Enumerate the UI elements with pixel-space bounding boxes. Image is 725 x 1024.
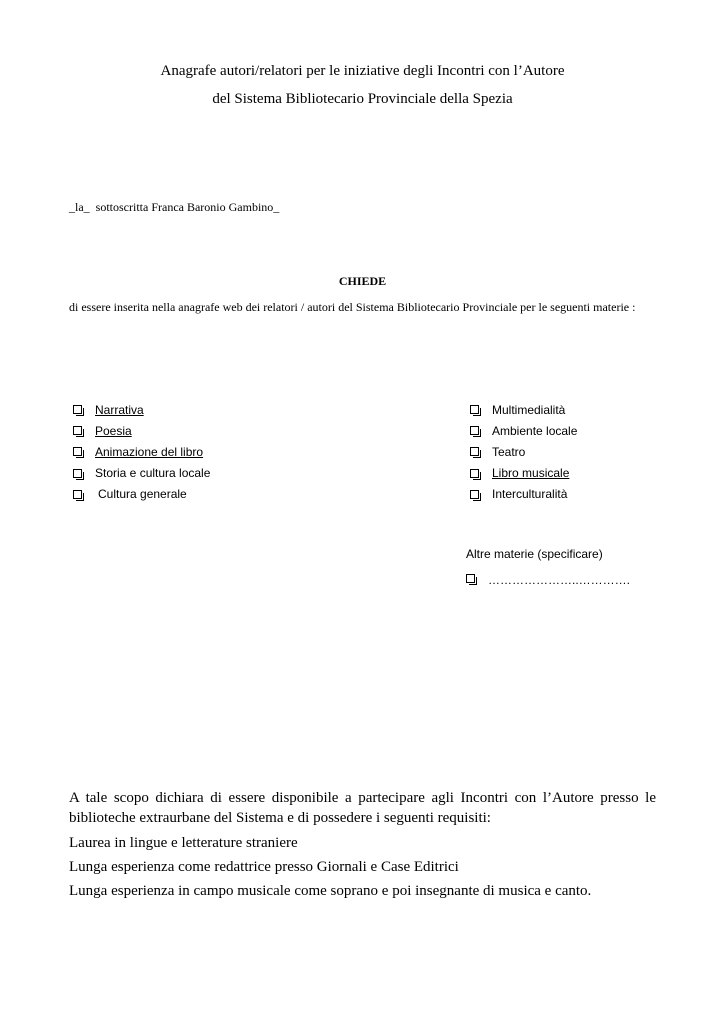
checkbox-icon[interactable]	[470, 490, 479, 499]
subject-label: Poesia	[95, 423, 132, 438]
subjects-right-list	[470, 399, 577, 505]
other-subjects-label: Altre materie (specificare)	[466, 547, 603, 561]
document-title-line-2: del Sistema Bibliotecario Provinciale della Spezia	[212, 91, 513, 107]
declaration-text: A tale scopo dichiara di essere disponibile a partecipare agli Incontri con l’Autore presso le biblioteche extraurbane del Sistema e di possedere i seguenti requisiti:	[69, 790, 656, 826]
signer-name: sottoscritta Franca Baronio Gambino_	[95, 200, 280, 214]
signer-prefix: _la_	[69, 200, 90, 214]
checkbox-icon[interactable]	[470, 469, 479, 478]
subject-item[interactable]	[470, 463, 577, 484]
checkbox-icon[interactable]	[73, 405, 82, 414]
request-text: di essere inserita nella anagrafe web dei relatori / autori del Sistema Bibliotecario Provinciale per le seguenti materie :	[69, 300, 636, 314]
checkbox-icon[interactable]	[466, 574, 475, 583]
subject-label: Storia e cultura locale	[95, 466, 211, 481]
subject-label: Libro musicale	[492, 466, 570, 481]
subject-item[interactable]	[73, 463, 210, 484]
checkbox-icon[interactable]	[73, 490, 82, 499]
subject-label: Interculturalità	[492, 487, 568, 502]
checkbox-icon[interactable]	[470, 426, 479, 435]
subject-item[interactable]	[470, 399, 577, 420]
subject-label: Animazione del libro	[95, 444, 204, 459]
subject-label: Teatro	[492, 444, 526, 459]
subject-item[interactable]	[470, 441, 577, 462]
subjects-left-list	[73, 399, 210, 505]
requirement-line: Lunga esperienza in campo musicale come soprano e poi insegnante di musica e canto.	[69, 883, 592, 899]
requirement-line: Laurea in lingue e letterature straniere	[69, 835, 298, 851]
subject-item[interactable]	[73, 484, 210, 505]
subject-item[interactable]	[73, 441, 210, 462]
checkbox-icon[interactable]	[73, 426, 82, 435]
checkbox-icon[interactable]	[470, 447, 479, 456]
subject-label: Ambiente locale	[492, 423, 578, 438]
checkbox-icon[interactable]	[73, 469, 82, 478]
checkbox-icon[interactable]	[470, 405, 479, 414]
requirement-line: Lunga esperienza come redattrice presso Giornali e Case Editrici	[69, 859, 459, 875]
checkbox-icon[interactable]	[73, 447, 82, 456]
signer-line	[69, 200, 279, 215]
subject-item[interactable]	[470, 484, 577, 505]
subject-item[interactable]	[470, 420, 577, 441]
subject-label: Multimedialità	[492, 402, 566, 417]
other-subjects-item[interactable]	[466, 570, 658, 590]
document-title-line-1: Anagrafe autori/relatori per le iniziative degli Incontri con l’Autore	[160, 63, 565, 79]
subject-label: Cultura generale	[98, 487, 187, 502]
subject-item[interactable]	[73, 420, 210, 441]
other-subjects-field[interactable]: …………………..………….	[488, 573, 631, 587]
request-heading: CHIEDE	[338, 274, 387, 288]
subject-item[interactable]	[73, 399, 210, 420]
subject-label: Narrativa	[95, 402, 144, 417]
